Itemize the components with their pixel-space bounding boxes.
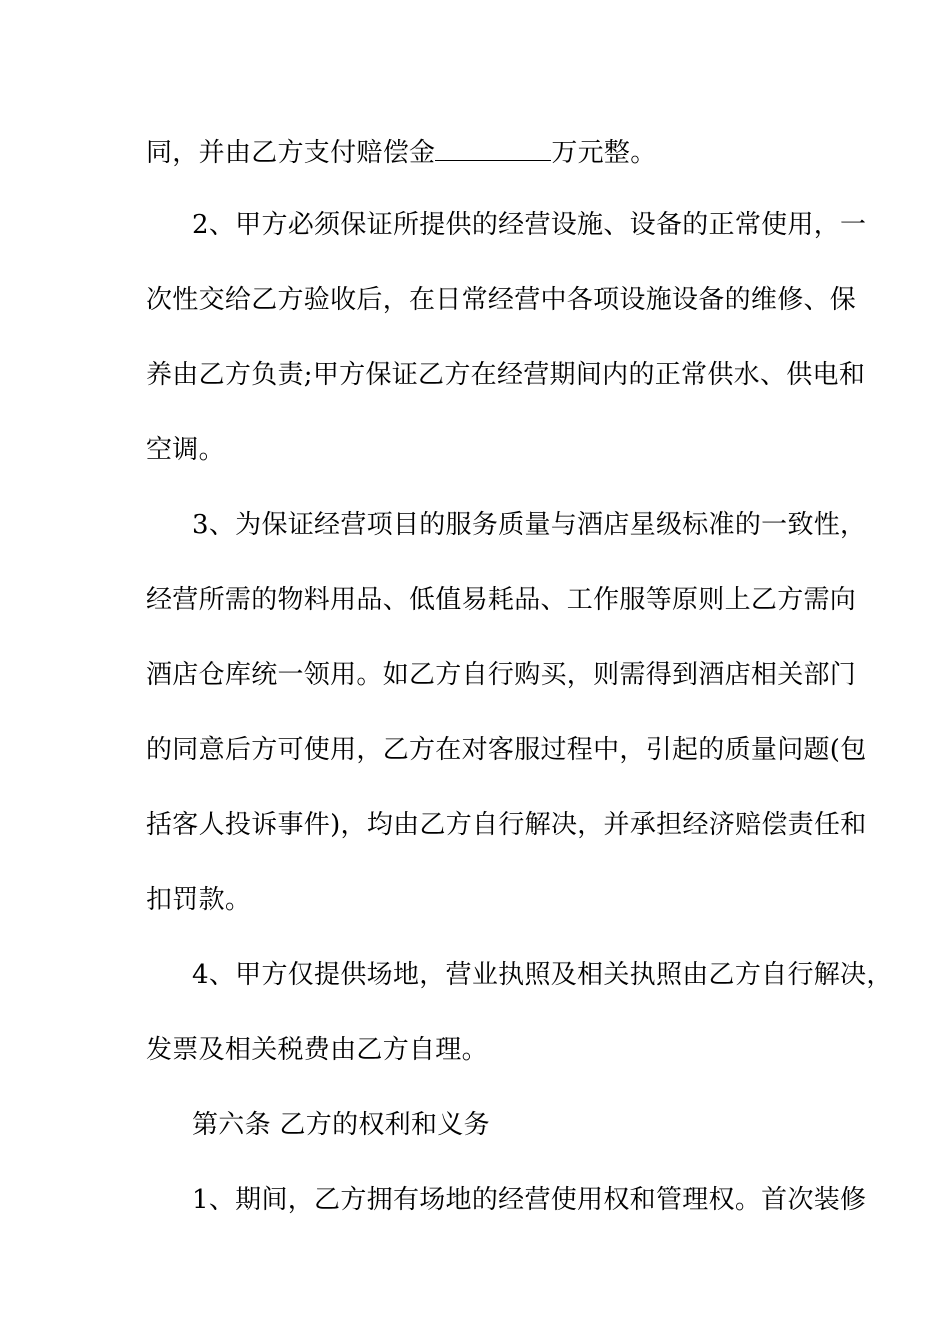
- text-line-1: [146, 138, 657, 168]
- text-line-15: 1、期间，乙方拥有场地的经营使用权和管理权。首次装修: [192, 1185, 867, 1215]
- text-line-10: 括客人投诉事件)，均由乙方自行解决，并承担经济赔偿责任和: [146, 810, 867, 840]
- text-line-4: 养由乙方负责;甲方保证乙方在经营期间内的正常供水、供电和: [146, 360, 866, 390]
- text-line-12: 4、甲方仅提供场地，营业执照及相关执照由乙方自行解决，: [192, 960, 893, 990]
- text-segment: 同，并由乙方支付赔偿金: [146, 138, 436, 168]
- text-line-8: 酒店仓库统一领用。如乙方自行购买，则需得到酒店相关部门: [146, 660, 857, 690]
- text-line-9: 的同意后方可使用，乙方在对客服过程中，引起的质量问题(包: [146, 735, 867, 765]
- text-line-2: 2、甲方必须保证所提供的经营设施、设备的正常使用，一: [192, 210, 867, 240]
- text-line-3: 次性交给乙方验收后，在日常经营中各项设施设备的维修、保: [146, 285, 857, 315]
- text-line-7: 经营所需的物料用品、低值易耗品、工作服等原则上乙方需向: [146, 585, 857, 615]
- text-segment: 万元整。: [551, 138, 657, 168]
- text-line-13: 发票及相关税费由乙方自理。: [146, 1035, 488, 1065]
- text-line-5: 空调。: [146, 435, 225, 465]
- section-heading: 第六条 乙方的权利和义务: [192, 1110, 490, 1140]
- text-line-6: 3、为保证经营项目的服务质量与酒店星级标准的一致性，: [192, 510, 867, 540]
- text-line-11: 扣罚款。: [146, 885, 252, 915]
- fill-in-blank: [435, 138, 551, 161]
